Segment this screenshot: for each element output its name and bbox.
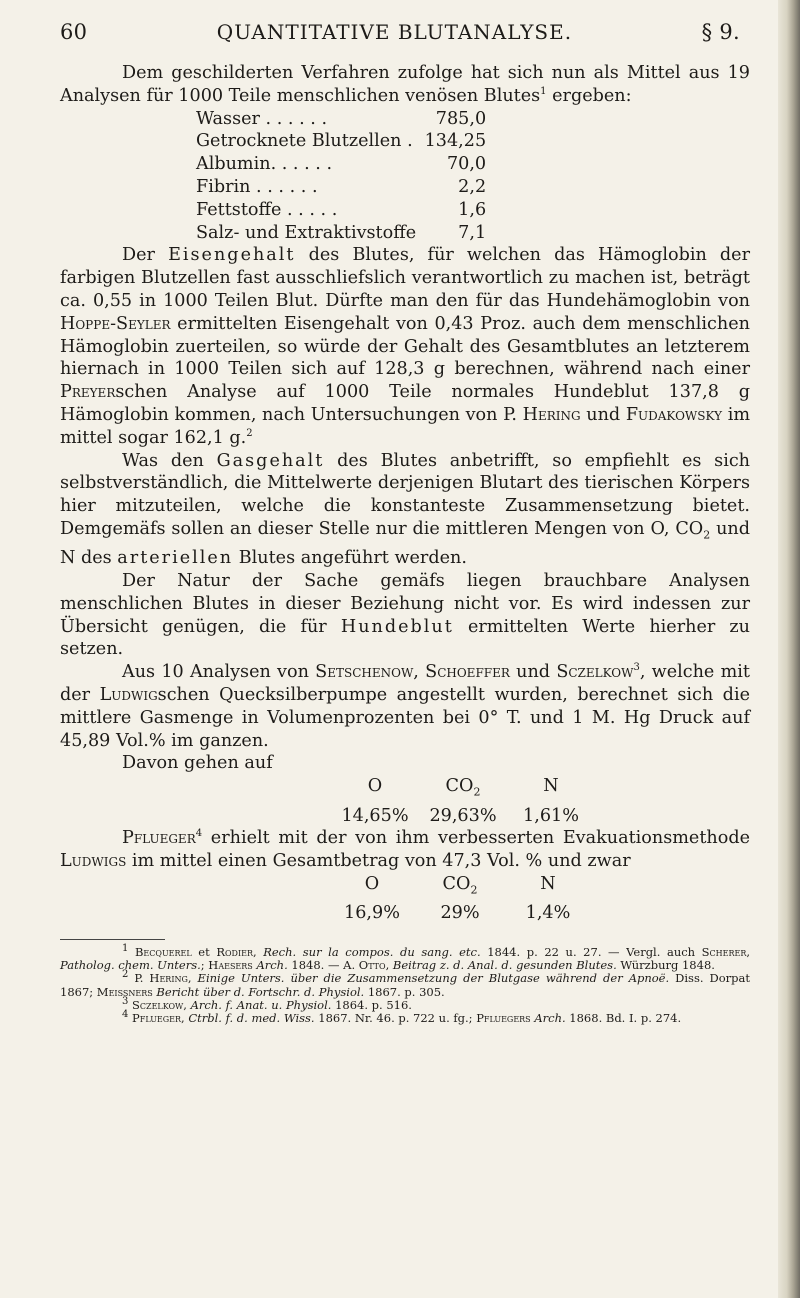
footnote-3: $^3$ Sczelkow, Arch. f. Anat. u. Physiol. 1864. p. 516. [122, 996, 412, 1012]
paragraph-intro: Dem geschilderten Verfahren zufolge hat sich nun als Mittel aus 19 Analysen für 1000 Teile menschlichen venösen Blutes$^1$ ergeben: [60, 63, 750, 106]
paragraph-nature: Der Natur der Sache gemäfs liegen brauchbare Analysen menschlichen Blutes in dieser Beziehung nicht vor. Es wird indessen zur Übersicht genügen, die für Hundeblut ermittelten Werte hierher zu setzen. [60, 571, 750, 660]
footnote-4: $^4$ Pflueger, Ctrbl. f. d. med. Wiss. 1867. Nr. 46. p. 722 u. fg.; Pfluegers Arch. 1868. Bd. I. p. 274. [122, 1009, 682, 1026]
blood-composition-table [196, 108, 486, 245]
gas-values-table-1: O $CO_2$ N 14,65% 29,63% 1,61% [341, 776, 579, 826]
table-row: Albumin. . . . . . 70,0 [196, 154, 487, 175]
footnote-divider [60, 939, 165, 940]
table-row: Getrocknete Blutzellen . 134,25 [196, 131, 487, 152]
running-head [60, 20, 740, 44]
page-number: 60 [60, 20, 88, 44]
footnote-ref[interactable]: 3 [633, 662, 640, 674]
footnote-ref[interactable]: 1 [540, 85, 547, 97]
page-title: QUANTITATIVE BLUTANALYSE. [216, 20, 573, 44]
table-row: Salz- und Extraktivstoffe 7,1 [196, 222, 487, 243]
table-row: Fettstoffe . . . . . 1,6 [196, 199, 487, 220]
footnote-ref[interactable]: 4 [195, 828, 203, 840]
paragraph-iron: Der Eisengehalt des Blutes, für welchen das Hämoglobin der farbigen Blutzellen fast ausschliefslich verantwortlich zu machen ist, beträgt ca. 0,55 in 1000 Teilen Blut. Dürfte man den für das Hundehämoglobin von Hoppe-Seyler ermittelten Eisengehalt von 0,43 Proz. auch dem menschlichen Hämoglobin zuerteilen, so würde der Gehalt des Gesamtblutes an letzterem hiernach in 1000 Teilen sich auf 128,3 g berechnen, während nach einer Preyerschen Analyse auf 1000 Teile normales Hundeblut 137,8 g Hämoglobin kommen, nach Untersuchungen von P. Hering und Fudakowsky im mittel sogar 162,1 g.$^2$ [60, 245, 751, 448]
paragraph-davon: Davon gehen auf [122, 753, 273, 774]
gas-values-table-2: O $CO_2$ N 16,9% 29% 1,4% [344, 873, 571, 924]
footnote-2: $^2$ P. Hering, Einige Unters. über die Zusammensetzung der Blutgase während der Apnoë. Diss. Dorpat 1867; Meissners Bericht über d. Fortschr. d. Physiol. 1867. p. 305. [60, 969, 750, 999]
footnote-ref[interactable]: 2 [246, 427, 253, 439]
paragraph-analyses: Aus 10 Analysen von Setschenow, Schoeffer und Sczelkow$^3$, welche mit der Ludwigschen Quecksilberpumpe angestellt wurden, berechnet sich die mittlere Gasmenge in Volumenprozenten bei 0° T. und 1 M. Hg Druck auf 45,89 Vol.% im ganzen. [60, 662, 750, 751]
table-row: Fibrin . . . . . . 2,2 [196, 176, 487, 197]
table-row: Wasser . . . . . . 785,0 [196, 108, 487, 129]
paragraph-gas: Was den Gasgehalt des Blutes anbetrifft, so empfiehlt es sich selbstverständlich, die Mittelwerte derjenigen Blutart des tierischen Körpers hier mitzuteilen, welche die konstanteste Zusammensetzung bietet. Demgemäfs sollen an dieser Stelle nur die mittleren Mengen von O, $CO_2$ und N des arteriellen Blutes angeführt werden. [60, 450, 751, 569]
section-number: § 9. [701, 20, 740, 44]
page-body [60, 62, 750, 1025]
paragraph-pflueger: Pflueger$^4$ erhielt mit der von ihm verbesserten Evakuationsmethode Ludwigs im mittel einen Gesamtbetrag von 47,3 Vol. % und zwar [60, 828, 750, 872]
page-edge [778, 0, 800, 1298]
footnote-1: $^1$ Becquerel et Rodier, Rech. sur la compos. du sang. etc. 1844. p. 22 u. 27. — Vergl. auch Scherer, Patholog. chem. Unters.; Haesers Arch. 1848. — A. Otto, Beitrag z. d. Anal. d. gesunden Blutes. Würzburg 1848. [60, 943, 751, 973]
